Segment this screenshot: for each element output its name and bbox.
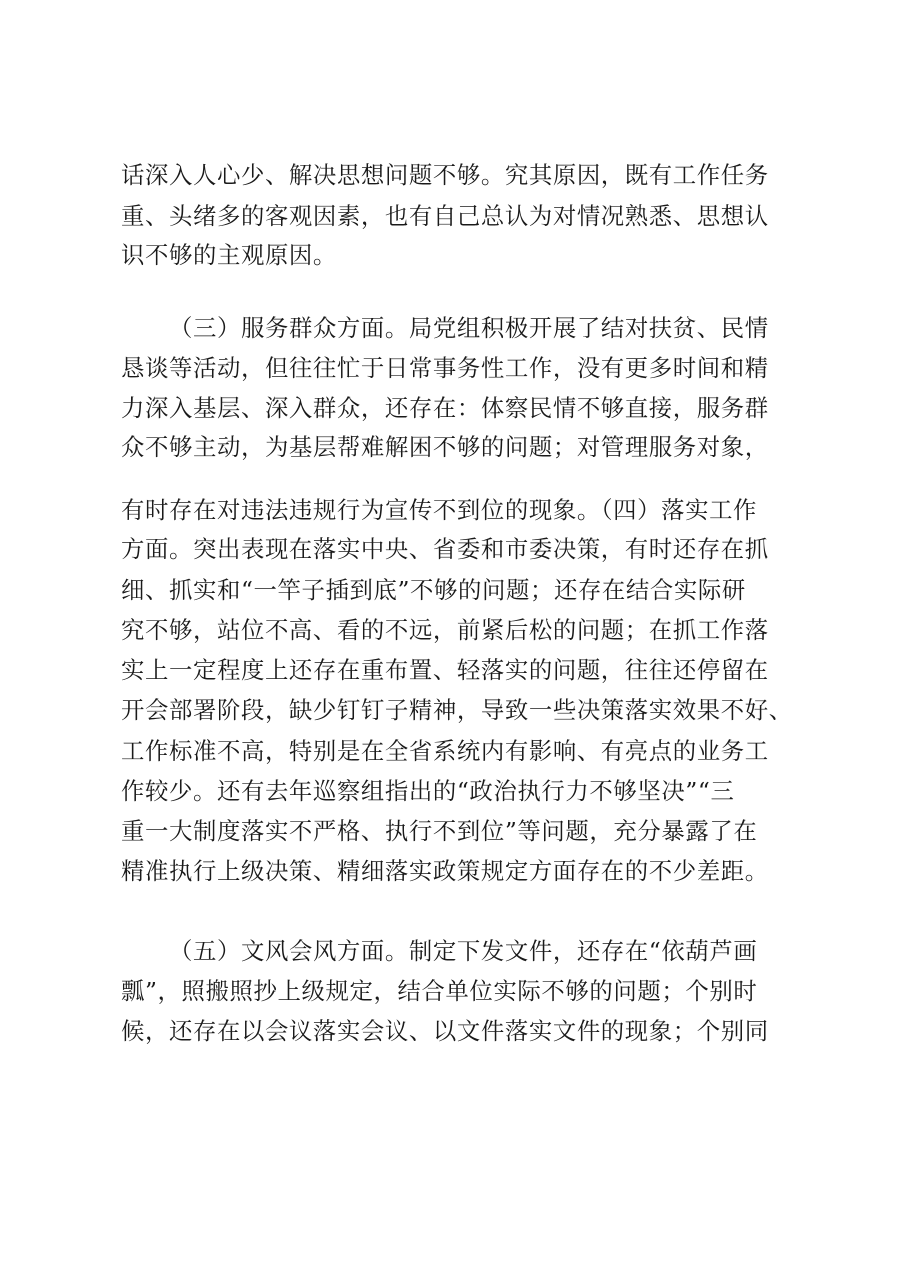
- text-line: 众不够主动，为基层帮难解困不够的问题；对管理服务对象，: [121, 433, 769, 461]
- text-line: 究不够，站位不高、看的不远，前紧后松的问题；在抓工作落: [121, 616, 769, 644]
- text-line: 作较少。还有去年巡察组指出的“政治执行力不够坚决”“三: [121, 777, 735, 805]
- text-line: 实上一定程度上还存在重布置、轻落实的问题，往往还停留在: [121, 656, 769, 684]
- paragraph-heading-5: （五）文风会风方面。制定下发文件，还存在“依葫芦画: [169, 937, 758, 965]
- text-line: 开会部署阶段，缺少钉钉子精神，导致一些决策落实效果不好、: [121, 696, 793, 724]
- text-line: 重一大制度落实不严格、执行不到位”等问题，充分暴露了在: [121, 817, 758, 845]
- text-line: 力深入基层、深入群众，还存在：体察民情不够直接，服务群: [121, 394, 769, 422]
- paragraph-heading-3: （三）服务群众方面。局党组积极开展了结对扶贫、民情: [169, 314, 769, 342]
- text-line: 有时存在对违法违规行为宣传不到位的现象。（四）落实工作: [121, 496, 758, 524]
- text-line: 话深入人心少、解决思想问题不够。究其原因，既有工作任务: [121, 161, 769, 189]
- text-line: 方面。突出表现在落实中央、省委和市委决策，有时还存在抓: [121, 535, 769, 563]
- text-line: 候，还存在以会议落实会议、以文件落实文件的现象；个别同: [121, 1017, 769, 1045]
- text-line: 精准执行上级决策、精细落实政策规定方面存在的不少差距。: [121, 857, 769, 885]
- text-line: 恳谈等活动，但往往忙于日常事务性工作，没有更多时间和精: [121, 354, 769, 382]
- text-line: 瓢”，照搬照抄上级规定，结合单位实际不够的问题；个别时: [121, 977, 758, 1005]
- text-line: 细、抓实和“一竿子插到底”不够的问题；还存在结合实际研: [121, 576, 746, 604]
- text-line: 工作标准不高，特别是在全省系统内有影响、有亮点的业务工: [121, 737, 769, 765]
- text-line: 重、头绪多的客观因素，也有自己总认为对情况熟悉、思想认: [121, 202, 769, 230]
- text-line: 识不够的主观原因。: [121, 241, 337, 269]
